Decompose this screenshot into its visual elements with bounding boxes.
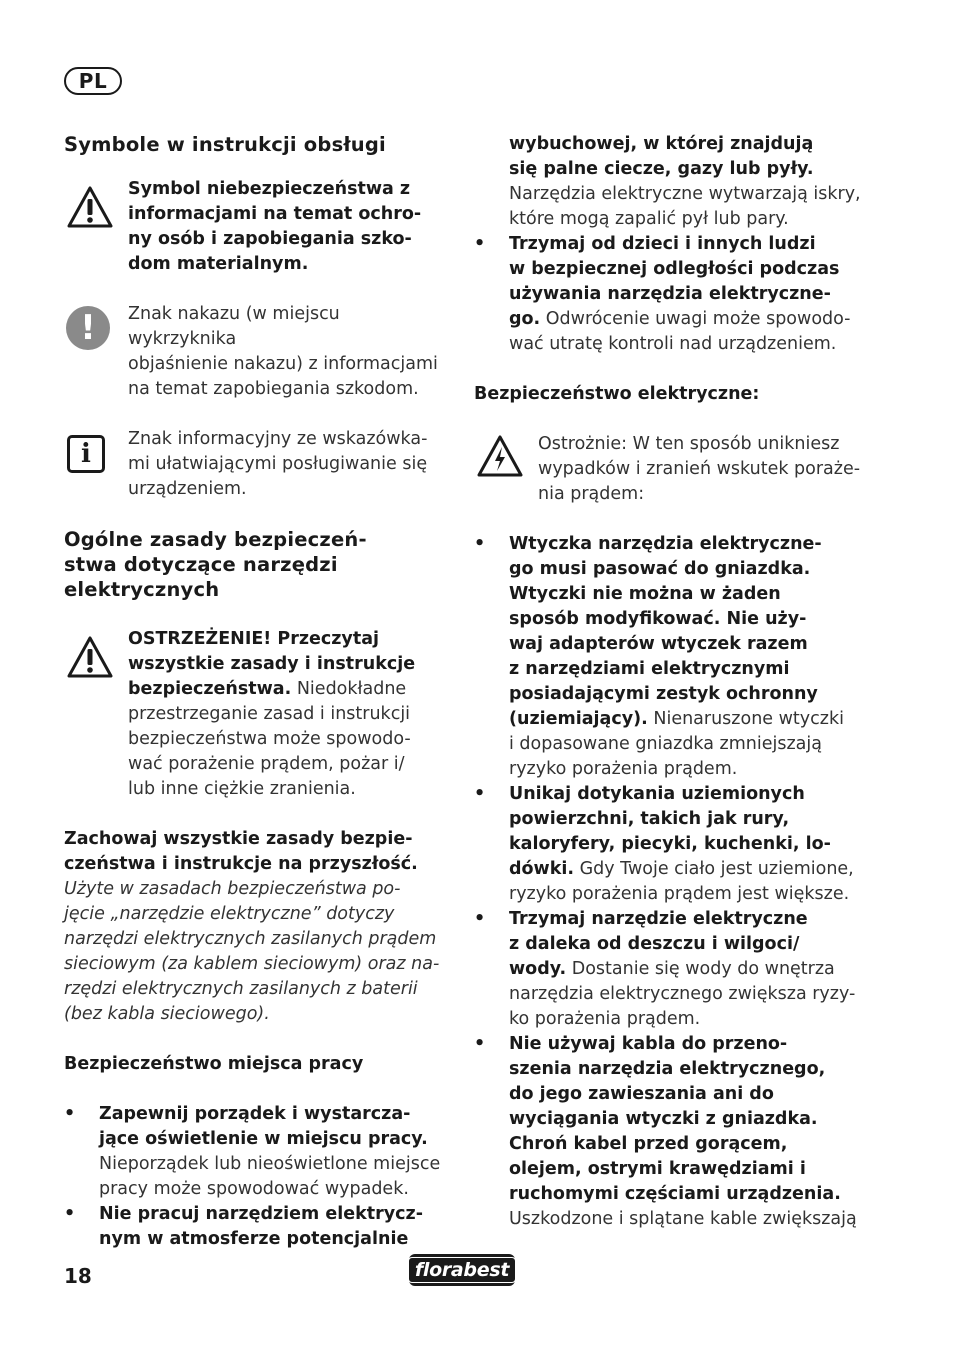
bullet-text <box>509 232 864 357</box>
bullet-item <box>64 1202 448 1252</box>
text-line: powierzchni, takich jak rury, <box>509 809 790 829</box>
text-line: objaśnienie nakazu) z informacjami <box>128 354 438 374</box>
text-line <box>128 677 448 702</box>
text-line: Uszkodzone i splątane kable zwiększają <box>509 1209 857 1229</box>
heading-workplace-safety: Bezpieczeństwo miejsca pracy <box>64 1054 364 1074</box>
bold-run: wody. <box>509 959 567 979</box>
bullet-text <box>99 1102 448 1202</box>
normal-run: Nienaruszone wtyczki <box>647 709 844 729</box>
text-line: urządzeniem. <box>128 479 247 499</box>
text-line: jące oświetlenie w miejscu pracy. <box>99 1129 428 1149</box>
text-line: narzędzi elektrycznych zasilanych prądem <box>64 929 437 949</box>
text-line: narzędzia elektrycznego zwiększa ryzy- <box>509 984 856 1004</box>
text-line: Trzymaj narzędzie elektryczne <box>509 909 808 929</box>
text-line: Trzymaj od dzieci i innych ludzi <box>509 234 816 254</box>
symbol-mandatory-text <box>128 302 448 402</box>
text-line: wszystkie zasady i instrukcje <box>128 654 416 674</box>
warning-triangle-icon <box>66 185 114 229</box>
normal-run: Niedokładne <box>291 679 407 699</box>
text-line: informacjami na temat ochro- <box>128 204 422 224</box>
text-line: się palne ciecze, gazy lub pyły. <box>509 159 814 179</box>
text-line: szenia narzędzia elektrycznego, <box>509 1059 826 1079</box>
text-line: ryzyko porażenia prądem. <box>509 759 738 779</box>
text-line: posiadającymi zestyk ochronny <box>509 684 818 704</box>
right-column <box>474 132 864 1232</box>
text-line: wybuchowej, w której znajdują <box>509 134 814 154</box>
bullet-marker: • <box>474 784 486 804</box>
text-line: przestrzeganie zasad i instrukcji <box>128 704 411 724</box>
text-line: Nie używaj kabla do przeno- <box>509 1034 788 1054</box>
text-line: waj adapterów wtyczek razem <box>509 634 808 654</box>
bullet-marker: • <box>474 534 486 554</box>
text-line: Ostrożnie: W ten sposób unikniesz <box>538 434 840 454</box>
text-line: ko porażenia prądem. <box>509 1009 701 1029</box>
symbol-danger-row <box>64 177 448 277</box>
text-line <box>509 707 864 732</box>
symbol-info-text <box>128 427 448 502</box>
text-line: nym w atmosferze potencjalnie <box>99 1229 409 1249</box>
bullet-continuation <box>474 132 864 232</box>
mandatory-exclamation-icon: ! <box>66 306 110 350</box>
bullet-item <box>64 1102 448 1202</box>
normal-run: Gdy Twoje ciało jest uziemione, <box>574 859 854 879</box>
text-line: pracy może spowodować wypadek. <box>99 1179 409 1199</box>
text-line: Zapewnij porządek i wystarcza- <box>99 1104 411 1124</box>
heading-line: Ogólne zasady bezpieczeń- <box>64 528 367 551</box>
bullet-item <box>474 532 864 782</box>
text-line <box>509 307 864 332</box>
heading-line: stwa dotyczące narzędzi <box>64 553 338 576</box>
bold-run: dówki. <box>509 859 575 879</box>
text-line: Nieporządek lub nieoświetlone miejsce <box>99 1154 441 1174</box>
bullet-item <box>474 907 864 1032</box>
bullet-marker: • <box>474 234 486 254</box>
language-code: PL <box>78 69 108 93</box>
heading-line: elektrycznych <box>64 578 220 601</box>
text-line: Nie pracuj narzędziem elektrycz- <box>99 1204 423 1224</box>
text-line: rzędzi elektrycznych zasilanych z baterii <box>64 979 418 999</box>
bold-run: (uziemiający). <box>509 709 648 729</box>
text-line: OSTRZEŻENIE! Przeczytaj <box>128 629 380 649</box>
text-line: Wtyczki nie można w żaden <box>509 584 781 604</box>
text-line: bezpieczeństwa może spowodo- <box>128 729 411 749</box>
normal-run: Odwrócenie uwagi może spowodo- <box>540 309 851 329</box>
bullet-text <box>99 1202 448 1252</box>
text-line: do jego zawieszania ani do <box>509 1084 774 1104</box>
text-line: wyciągania wtyczki z gniazdka. <box>509 1109 818 1129</box>
text-line: które mogą zapalić pył lub pary. <box>509 209 789 229</box>
symbol-info-row <box>64 427 448 502</box>
symbol-danger-text <box>128 177 448 277</box>
text-line: Zachowaj wszystkie zasady bezpie- <box>64 829 413 849</box>
text-line: ruchomymi częściami urządzenia. <box>509 1184 841 1204</box>
bullet-text <box>509 782 864 907</box>
bullet-item <box>474 1032 864 1232</box>
language-badge <box>64 67 122 95</box>
text-line: ny osób i zapobiegania szko- <box>128 229 412 249</box>
text-line: ryzyko porażenia prądem jest większe. <box>509 884 850 904</box>
text-line: z narzędziami elektrycznymi <box>509 659 790 679</box>
bullet-indent <box>474 132 509 232</box>
text-line <box>509 957 864 982</box>
caution-row <box>474 432 864 507</box>
bullet-text <box>509 532 864 782</box>
text-line: Znak informacyjny ze wskazówka- <box>128 429 428 449</box>
bullet-text <box>509 132 864 232</box>
symbol-mandatory-row <box>64 302 448 402</box>
heading-general-safety <box>64 527 448 602</box>
warning-text <box>128 627 448 802</box>
bullet-item <box>474 782 864 907</box>
text-line: wypadków i zranień wskutek poraże- <box>538 459 861 479</box>
text-line: używania narzędzia elektryczne- <box>509 284 831 304</box>
text-line: jęcie „narzędzie elektryczne” dotyczy <box>64 904 395 924</box>
text-line: Symbol niebezpieczeństwa z <box>128 179 411 199</box>
heading-symbols: Symbole w instrukcji obsługi <box>64 133 386 156</box>
text-line: Narzędzia elektryczne wytwarzają iskry, <box>509 184 861 204</box>
bullet-marker: • <box>474 909 486 929</box>
bullet-item <box>474 232 864 357</box>
warning-row <box>64 627 448 802</box>
text-line: Użyte w zasadach bezpieczeństwa po- <box>64 879 401 899</box>
bullet-text <box>509 1032 864 1232</box>
text-line: i dopasowane gniazdka zmniejszają <box>509 734 822 754</box>
brand-logo-text: florabest <box>408 1257 516 1283</box>
text-line: sposób modyfikować. Nie uży- <box>509 609 807 629</box>
text-line: dom materialnym. <box>128 254 309 274</box>
text-line: na temat zapobiegania szkodom. <box>128 379 419 399</box>
bold-run: go. <box>509 309 541 329</box>
normal-run: Dostanie się wody do wnętrza <box>566 959 835 979</box>
text-line: nia prądem: <box>538 484 645 504</box>
bullet-marker: • <box>64 1104 76 1124</box>
page-number: 18 <box>64 1264 92 1288</box>
bullet-marker: • <box>474 1034 486 1054</box>
warning-triangle-icon <box>66 635 114 679</box>
heading-electrical-safety: Bezpieczeństwo elektryczne: <box>474 384 760 404</box>
text-line: wać utratę kontroli nad urządzeniem. <box>509 334 837 354</box>
text-line: Znak nakazu (w miejscu wykrzyknika <box>128 304 340 349</box>
text-line: Chroń kabel przed gorącem, <box>509 1134 788 1154</box>
bullet-marker: • <box>64 1204 76 1224</box>
text-line: w bezpiecznej odległości podczas <box>509 259 840 279</box>
brand-logo <box>409 1254 515 1286</box>
text-line: sieciowym (za kablem sieciowym) oraz na- <box>64 954 440 974</box>
keep-instructions <box>64 827 448 1027</box>
text-line: kaloryfery, piecyki, kuchenki, lo- <box>509 834 831 854</box>
text-line <box>509 857 864 882</box>
text-line: wać porażenie prądem, pożar i/ <box>128 754 405 774</box>
text-line: z daleka od deszczu i wilgoci/ <box>509 934 800 954</box>
text-line: (bez kabla sieciowego). <box>64 1004 270 1024</box>
text-line: Unikaj dotykania uziemionych <box>509 784 805 804</box>
info-icon: i <box>67 435 105 473</box>
text-line: go musi pasować do gniazdka. <box>509 559 811 579</box>
text-line: lub inne ciężkie zranienia. <box>128 779 356 799</box>
text-line: czeństwa i instrukcje na przyszłość. <box>64 854 418 874</box>
left-column <box>64 132 448 1252</box>
caution-text <box>538 432 864 507</box>
text-line: olejem, ostrymi krawędziami i <box>509 1159 806 1179</box>
text-line: mi ułatwiającymi posługiwanie się <box>128 454 428 474</box>
bullet-text <box>509 907 864 1032</box>
electric-hazard-icon <box>476 434 524 478</box>
text-line: Wtyczka narzędzia elektryczne- <box>509 534 822 554</box>
bold-run: bezpieczeństwa. <box>128 679 292 699</box>
